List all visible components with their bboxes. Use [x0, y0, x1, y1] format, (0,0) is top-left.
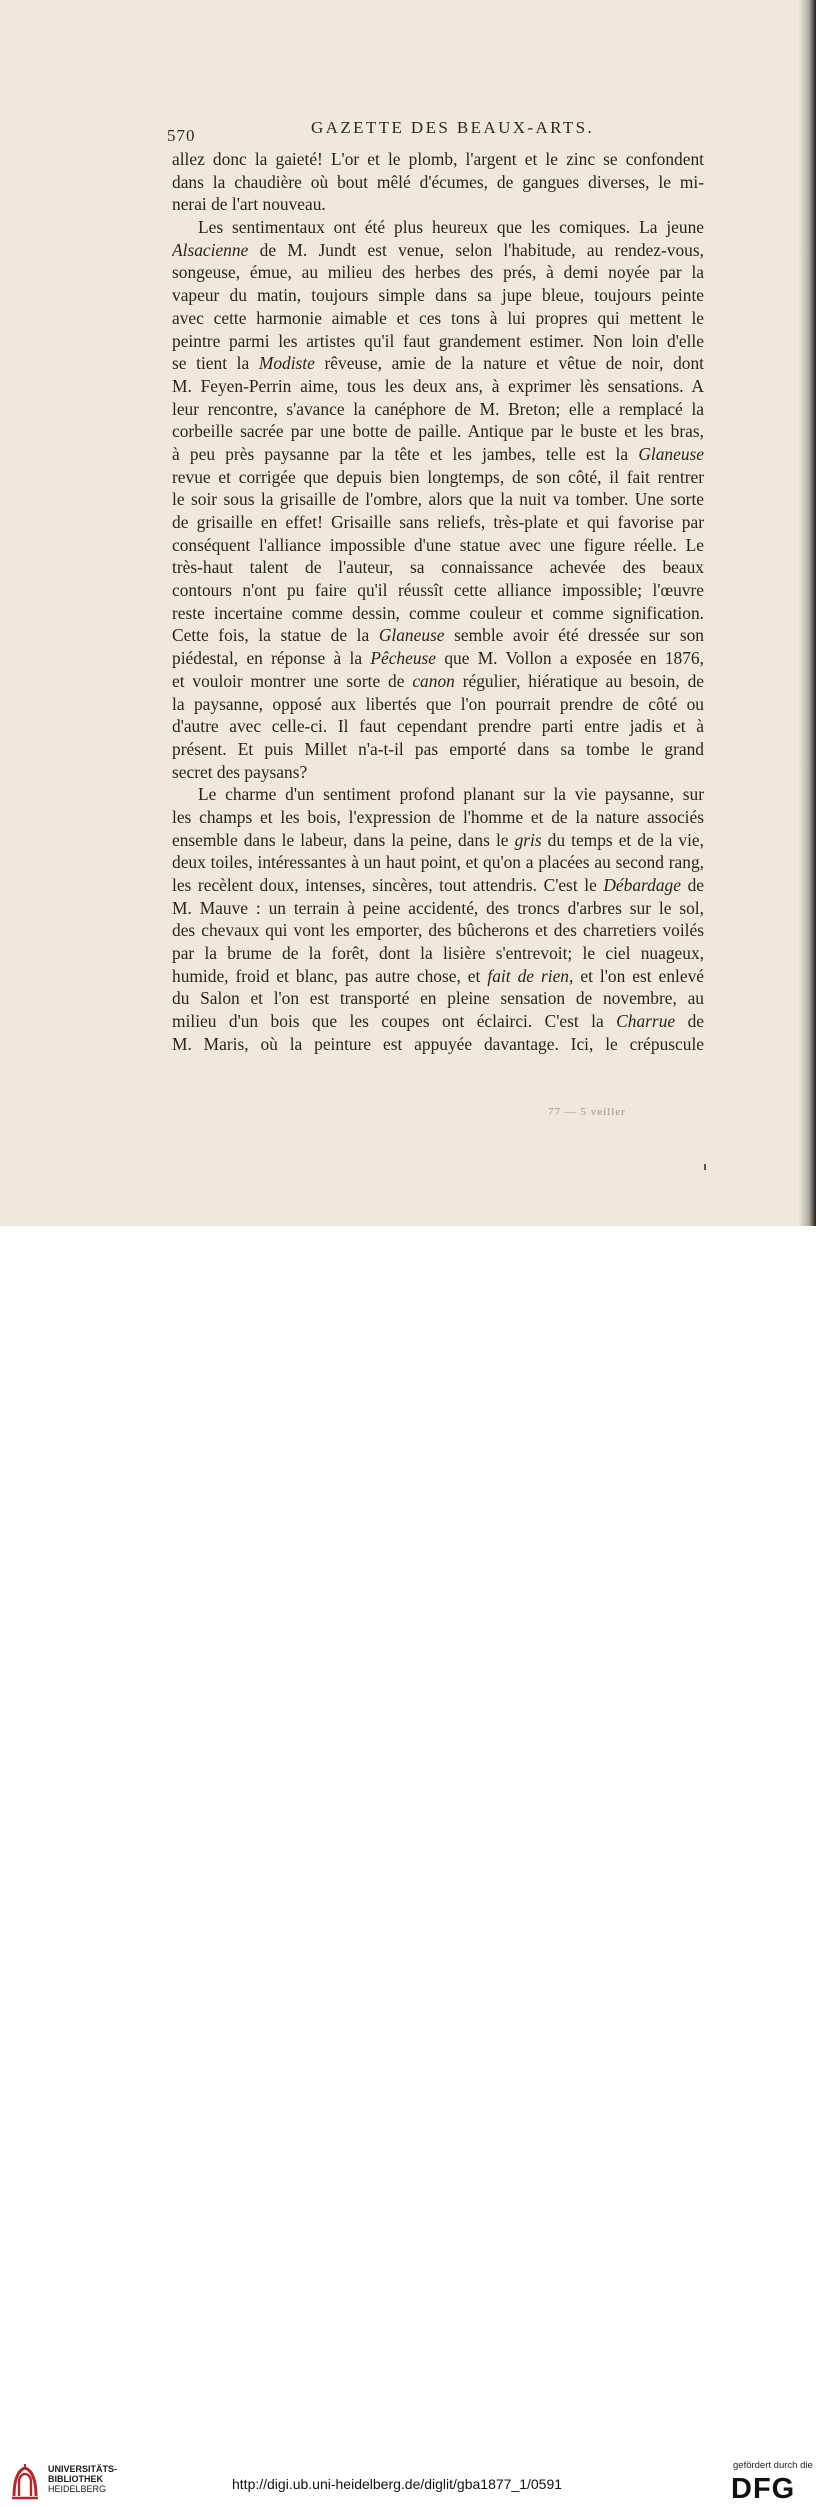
text-run: M. Mauve : un terrain à peine accidenté, des troncs d'arbres sur le sol, — [172, 897, 704, 918]
text-run: M. Feyen-Perrin aime, tous les deux ans, à exprimer lès sensations. A — [172, 375, 704, 396]
text-line — [172, 942, 704, 965]
text-run: secret des paysans? — [172, 761, 308, 782]
library-line-3: HEIDELBERG — [48, 2484, 107, 2494]
running-head: GAZETTE DES BEAUX-ARTS. — [311, 118, 595, 137]
text-run: se tient la — [172, 353, 259, 374]
text-run: les recèlent doux, intenses, sincères, tout attendris. C'est le — [172, 875, 604, 895]
text-run: de — [675, 1011, 704, 1032]
sponsor-caption: gefördert durch die — [733, 2460, 813, 2471]
scanned-page — [0, 0, 816, 1226]
text-line — [172, 216, 704, 239]
text-line — [172, 330, 704, 353]
italic-title: Modiste — [258, 353, 315, 374]
text-line — [172, 1033, 704, 1056]
text-run: régulier, hiératique au besoin, de — [454, 670, 704, 691]
text-run: rêveuse, amie de la nature et vêtue de noir, dont — [314, 353, 704, 374]
text-line — [172, 148, 704, 171]
text-run: peintre parmi les artistes qu'il faut grandement estimer. Non loin d'elle — [172, 330, 704, 351]
library-line-1: UNIVERSITÄTS- — [48, 2464, 118, 2474]
library-seal-icon — [8, 2462, 42, 2502]
text-run: à peu près paysanne par la tête et les jambes, telle est la — [172, 443, 639, 464]
body-text — [172, 148, 704, 1056]
text-run: présent. Et puis Millet n'a-t-il pas emporté dans sa tombe le grand — [172, 738, 704, 759]
text-line — [172, 987, 704, 1010]
text-run: ensemble dans le labeur, dans la peine, dans le — [172, 829, 515, 850]
text-run: et vouloir montrer une sorte de — [172, 670, 413, 691]
text-line — [172, 511, 704, 534]
text-run: milieu d'un bois que les coupes ont éclairci. C'est la — [172, 1011, 617, 1032]
italic-title: Alsacienne — [172, 239, 249, 260]
text-line — [172, 375, 704, 398]
text-line — [172, 466, 704, 489]
text-run: dans la chaudière où bout mêlé d'écumes, de gangues diverses, le mi- — [172, 171, 704, 192]
text-line — [172, 579, 704, 602]
text-run: leur rencontre, s'avance la canéphore de M. Breton; elle a remplacé la — [172, 398, 704, 419]
text-line — [172, 670, 704, 693]
gutter-shadow — [798, 0, 816, 1226]
italic-title: Charrue — [616, 1011, 676, 1032]
text-run: humide, froid et blanc, pas autre chose, et — [172, 965, 488, 986]
text-run: par la brume de la forêt, dont la lisière s'entrevoit; le ciel nuageux, — [172, 943, 704, 964]
text-line — [172, 965, 704, 988]
text-line — [172, 602, 704, 625]
text-run: de grisaille en effet! Grisaille sans reliefs, très-plate et qui favorise par — [172, 512, 704, 532]
text-line — [172, 556, 704, 579]
text-line — [172, 534, 704, 557]
italic-title: Pêcheuse — [370, 648, 437, 669]
italic-title: Glaneuse — [378, 625, 445, 646]
text-line — [172, 171, 704, 194]
text-run: piédestal, en réponse à la — [172, 648, 371, 669]
text-run: deux toiles, intéressantes à un haut point, et qu'on a placées au second rang, — [172, 852, 704, 873]
text-run: , et l'on est enlevé — [569, 965, 704, 986]
text-run: songeuse, émue, au milieu des herbes des prés, à demi noyée par la — [172, 262, 704, 283]
pencil-annotation: 77 — 5 veiller — [548, 1106, 626, 1118]
text-line — [172, 647, 704, 670]
text-run: très-haut talent de l'auteur, sa connaissance achevée des beaux — [172, 557, 704, 578]
permalink-url[interactable]: http://digi.ub.uni-heidelberg.de/diglit/gba1877_1/0591 — [232, 2476, 563, 2492]
text-run: Le charme d'un sentiment profond planant sur la vie paysanne, sur — [198, 784, 704, 805]
text-run: de M. Jundt est venue, selon l'habitude, au rendez-vous, — [248, 239, 704, 260]
italic-title: fait de rien — [487, 965, 570, 986]
text-run: revue et corrigée que depuis bien longtemps, de son côté, il fait rentrer — [172, 466, 704, 487]
text-run: de — [680, 875, 704, 895]
text-run: des chevaux qui vont les emporter, des bûcherons et des charretiers voilés — [172, 920, 704, 941]
italic-title: Glaneuse — [638, 443, 704, 464]
text-run: le soir sous la grisaille de l'ombre, alors que la nuit va tomber. Une sorte — [172, 489, 704, 510]
text-line — [172, 738, 704, 761]
text-line — [172, 897, 704, 920]
italic-title: gris — [514, 829, 542, 850]
text-line — [172, 874, 704, 897]
text-run: M. Maris, où la peinture est appuyée davantage. Ici, le crépuscule — [172, 1033, 704, 1054]
text-line — [172, 624, 704, 647]
text-run: allez donc la gaieté! L'or et le plomb, l'argent et le zinc se confondent — [172, 149, 704, 169]
text-line — [172, 307, 704, 330]
text-line — [172, 1010, 704, 1033]
library-name — [48, 2464, 117, 2494]
text-run: du Salon et l'on est transporté en pleine sensation de novembre, au — [172, 988, 704, 1009]
text-run: avec cette harmonie aimable et ces tons à lui propres qui mettent le — [172, 307, 704, 328]
text-run: que M. Vollon a exposée en 1876, — [436, 648, 704, 669]
text-run: d'autre avec celle-ci. Il faut cependant prendre parti entre jadis et à — [172, 716, 704, 737]
italic-title: canon — [412, 670, 455, 691]
text-line — [172, 715, 704, 738]
page-number: 570 — [167, 126, 196, 145]
text-line — [172, 919, 704, 942]
text-run: Cette fois, la statue de la — [172, 625, 379, 646]
text-line — [172, 239, 704, 262]
text-run: reste incertaine comme dessin, comme couleur et comme signification. — [172, 602, 704, 623]
dfg-logo[interactable]: DFG — [731, 2473, 796, 2505]
italic-title: Débardage — [603, 875, 681, 895]
text-line — [172, 420, 704, 443]
text-run: les champs et les bois, l'expression de l'homme et de la nature associés — [172, 806, 704, 827]
text-line — [172, 851, 704, 874]
text-run: semble avoir été dressée sur son — [444, 625, 704, 646]
text-line — [172, 284, 704, 307]
text-run: Les sentimentaux ont été plus heureux que les comiques. La jeune — [198, 217, 704, 238]
text-run: contours n'ont pu faire qu'il réussît cette alliance impossible; l'œuvre — [172, 580, 704, 601]
text-run: nerai de l'art nouveau. — [172, 194, 326, 215]
text-line — [172, 829, 704, 852]
library-logo-icon[interactable] — [8, 2462, 42, 2507]
text-line — [172, 693, 704, 716]
text-line — [172, 783, 704, 806]
ink-speck — [704, 1164, 706, 1170]
text-line — [172, 806, 704, 829]
text-line — [172, 398, 704, 421]
library-line-2: BIBLIOTHEK — [48, 2474, 103, 2484]
text-line — [172, 193, 704, 216]
text-line — [172, 261, 704, 284]
text-run: la paysanne, opposé aux libertés que l'on pourrait prendre de côté ou — [172, 693, 704, 714]
text-run: du temps et de la vie, — [541, 829, 704, 850]
text-line — [172, 488, 704, 511]
viewer-footer — [0, 1226, 816, 2505]
text-line — [172, 761, 704, 784]
text-run: conséquent l'alliance impossible d'une statue avec une figure réelle. Le — [172, 534, 704, 555]
text-line — [172, 443, 704, 466]
text-run: corbeille sacrée par une botte de paille. Antique par le buste et les bras, — [172, 421, 704, 442]
text-line — [172, 352, 704, 375]
text-run: vapeur du matin, toujours simple dans sa jupe bleue, toujours peinte — [172, 285, 704, 306]
